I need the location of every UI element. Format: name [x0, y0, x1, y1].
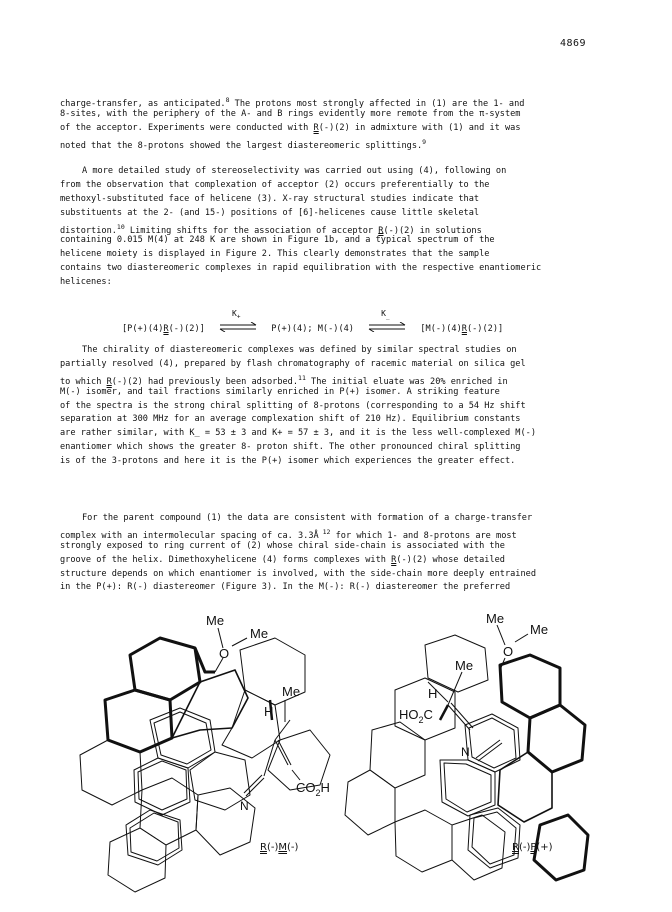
- para4-line2b: for which 1- and 8-protons are most: [330, 530, 517, 541]
- para3-line3a: to which: [60, 376, 107, 387]
- paragraph-4: [60, 512, 620, 595]
- acceptor-ring: [444, 763, 491, 812]
- k-plus: K: [232, 309, 237, 318]
- caption-left-mid: (-): [266, 842, 279, 853]
- eq-left-end: (-)(2)]: [168, 324, 205, 334]
- equilibrium-equation: [122, 309, 504, 335]
- stereo-r: R: [461, 324, 467, 334]
- label-o: O: [219, 646, 230, 661]
- helicene-ring: [452, 815, 505, 880]
- caption-right-end: (+): [536, 842, 553, 853]
- k-minus: K: [381, 309, 386, 318]
- helicene-ring: [345, 770, 395, 835]
- acceptor-ring: [440, 760, 495, 816]
- para2-line5c: (-)(2) in solutions: [383, 225, 482, 236]
- ref-10: 10: [116, 222, 125, 231]
- para2-line2: from the observation that complexation of acceptor (2) occurs preferentially to the: [60, 179, 490, 190]
- stereo-r: R: [106, 376, 112, 387]
- para4-line2a: complex with an intermolecular spacing of ca. 3.3Å: [60, 530, 319, 541]
- ref-12: 12: [318, 527, 331, 536]
- acceptor-ring: [154, 712, 211, 764]
- para3-line4: M(-) isomer, and tail fractions similarly enriched in P(+) isomer. A striking feature: [60, 386, 500, 397]
- para4-line6: in the P(+): R(-) diastereomer (Figure 3). In the M(-): R(-) diastereomer the preferred: [60, 582, 511, 593]
- para1-line3b: (-)(2) in admixture with (1) and it was: [318, 122, 521, 133]
- equilibrium-arrow-kplus: [218, 309, 258, 335]
- helicene-ring: [108, 828, 166, 892]
- ref-8: 8: [225, 96, 230, 104]
- figure-3-structures: [0, 610, 672, 912]
- stereo-r: R: [512, 842, 519, 853]
- caption-right: [512, 842, 553, 853]
- ref-11: 11: [298, 373, 306, 382]
- caption-right-mid: (-): [518, 842, 531, 853]
- para3-line5: of the spectra is the strong chiral splitting of 8-protons (corresponding to a 54 Hz shift: [60, 400, 526, 411]
- para3-line3b: (-)(2) had previously been adsorbed.: [111, 376, 299, 387]
- para1-line1: charge-transfer, as anticipated.: [60, 98, 226, 109]
- para4-line5: structure depends on which enantiomer is involved, with the side-chain more deeply entrained: [60, 568, 536, 579]
- para3-line3c: The initial eluate was 20% enriched in: [305, 376, 508, 387]
- helicene-ring: [172, 670, 248, 738]
- para1-line1b: The protons most strongly affected in (1) are the 1- and: [229, 98, 525, 109]
- label-me: Me: [455, 658, 474, 673]
- stereo-p: P: [530, 842, 537, 853]
- label-me: Me: [250, 626, 269, 641]
- label-me: Me: [530, 622, 549, 637]
- eq-middle: P(+)(4); M(-)(4): [271, 324, 354, 334]
- para2-line8: contains two diastereomeric complexes in rapid equilibration with the respective enantiomeric: [60, 263, 542, 274]
- para3-line1: The chirality of diastereomeric complexes was defined by similar spectral studies on: [82, 345, 517, 355]
- helicene-ring: [395, 810, 452, 872]
- stereo-m: M: [278, 842, 288, 853]
- eq-right: [M(-)(4): [420, 324, 462, 334]
- para2-line5b: Limiting shifts for the association of acceptor: [124, 225, 379, 236]
- para2-line1: A more detailed study of stereoselectivity was carried out using (4), following on: [82, 166, 507, 176]
- para2-line5a: distortion.: [60, 225, 117, 236]
- stereo-r: R: [313, 122, 319, 133]
- acceptor-ring: [469, 718, 516, 768]
- k-plus-sub: +: [236, 313, 241, 321]
- paragraph-1: [60, 94, 620, 150]
- k-minus-sub: _: [386, 313, 390, 321]
- label-ho2c: $HO_2C$: [399, 707, 433, 725]
- equilibrium-arrow-icon: [218, 322, 258, 332]
- para3-line6: separation at 300 MHz for an average complexation shift of 210 Hz). Equilibrium constants: [60, 414, 521, 425]
- caption-left: [260, 842, 298, 853]
- helicene-ring: [528, 705, 585, 772]
- caption-left-end: (-): [287, 842, 299, 853]
- label-me: Me: [206, 613, 225, 628]
- para2-line9: helicenes:: [60, 277, 112, 288]
- helicene-ring: [80, 740, 142, 805]
- label-me: Me: [282, 684, 301, 699]
- para4-line1: For the parent compound (1) the data are consistent with formation of a charge-transfer: [82, 513, 533, 523]
- para2-line7: helicene moiety is displayed in Figure 2. This clearly demonstrates that the sample: [60, 249, 490, 260]
- acceptor-ring: [134, 758, 190, 815]
- para2-line4: substituents at the 2- (and 15-) positions of [6]-helicenes cause little skeletal: [60, 207, 480, 218]
- para2-line3: methoxyl-substituted face of helicene (3). X-ray structural studies indicate that: [60, 193, 480, 204]
- stereo-r: R: [260, 842, 267, 853]
- eq-right-end: (-)(2)]: [466, 324, 504, 334]
- acceptor-ring: [472, 812, 516, 864]
- para4-line3: strongly exposed to ring current of (2) whose chiral side-chain is associated with the: [60, 540, 505, 551]
- label-h: H: [264, 704, 274, 719]
- page-number: 4869: [560, 38, 587, 49]
- equilibrium-arrow-kminus: [367, 309, 407, 335]
- label-o: O: [503, 644, 514, 659]
- para2-line6: containing 0.015 M(4) at 248 K are shown in Figure 1b, and a typical spectrum of the: [60, 235, 495, 246]
- eq-left: [P(+)(4): [122, 324, 164, 334]
- para1-line4: noted that the 8-protons showed the largest diastereomeric splittings.: [60, 140, 423, 151]
- paragraph-2: [60, 165, 620, 290]
- ref-9: 9: [422, 137, 427, 146]
- stereo-r: R: [391, 554, 397, 565]
- label-n: N: [240, 799, 249, 813]
- para4-line4b: (-)(2) whose detailed: [396, 554, 505, 565]
- label-me: Me: [486, 611, 505, 626]
- stereo-r: R: [378, 225, 384, 236]
- para3-line2: partially resolved (4), prepared by flash chromatography of racemic material on silica gel: [60, 358, 526, 369]
- stereo-r: R: [163, 324, 169, 334]
- helicene-ring: [370, 722, 425, 788]
- equilibrium-arrow-icon: [367, 322, 407, 332]
- para3-line7: are rather similar, with K_ = 53 ± 3 and K+ = 57 ± 3, and it is the less well-complexed M(-): [60, 428, 536, 439]
- acceptor-ring: [138, 761, 187, 810]
- para4-line4a: groove of the helix. Dimethoxyhelicene (4) forms complexes with: [60, 554, 392, 565]
- label-co2h: $CO_2H$: [296, 780, 330, 798]
- para1-line3a: of the acceptor. Experiments were conducted with: [60, 122, 314, 133]
- paragraph-3: [60, 344, 620, 469]
- label-n: N: [461, 745, 470, 759]
- para3-line9: is of the 3-protons and here it is the P(+) isomer which experiences the greater effect.: [60, 456, 516, 467]
- para3-line8: enantiomer which shows the greater 8- proton shift. The other pronounced chiral splitting: [60, 442, 521, 453]
- helicene-ring: [222, 690, 280, 758]
- para1-line2: 8-sites, with the periphery of the A- and B rings evidently more remote from the π-system: [60, 108, 521, 119]
- label-h: H: [428, 686, 438, 701]
